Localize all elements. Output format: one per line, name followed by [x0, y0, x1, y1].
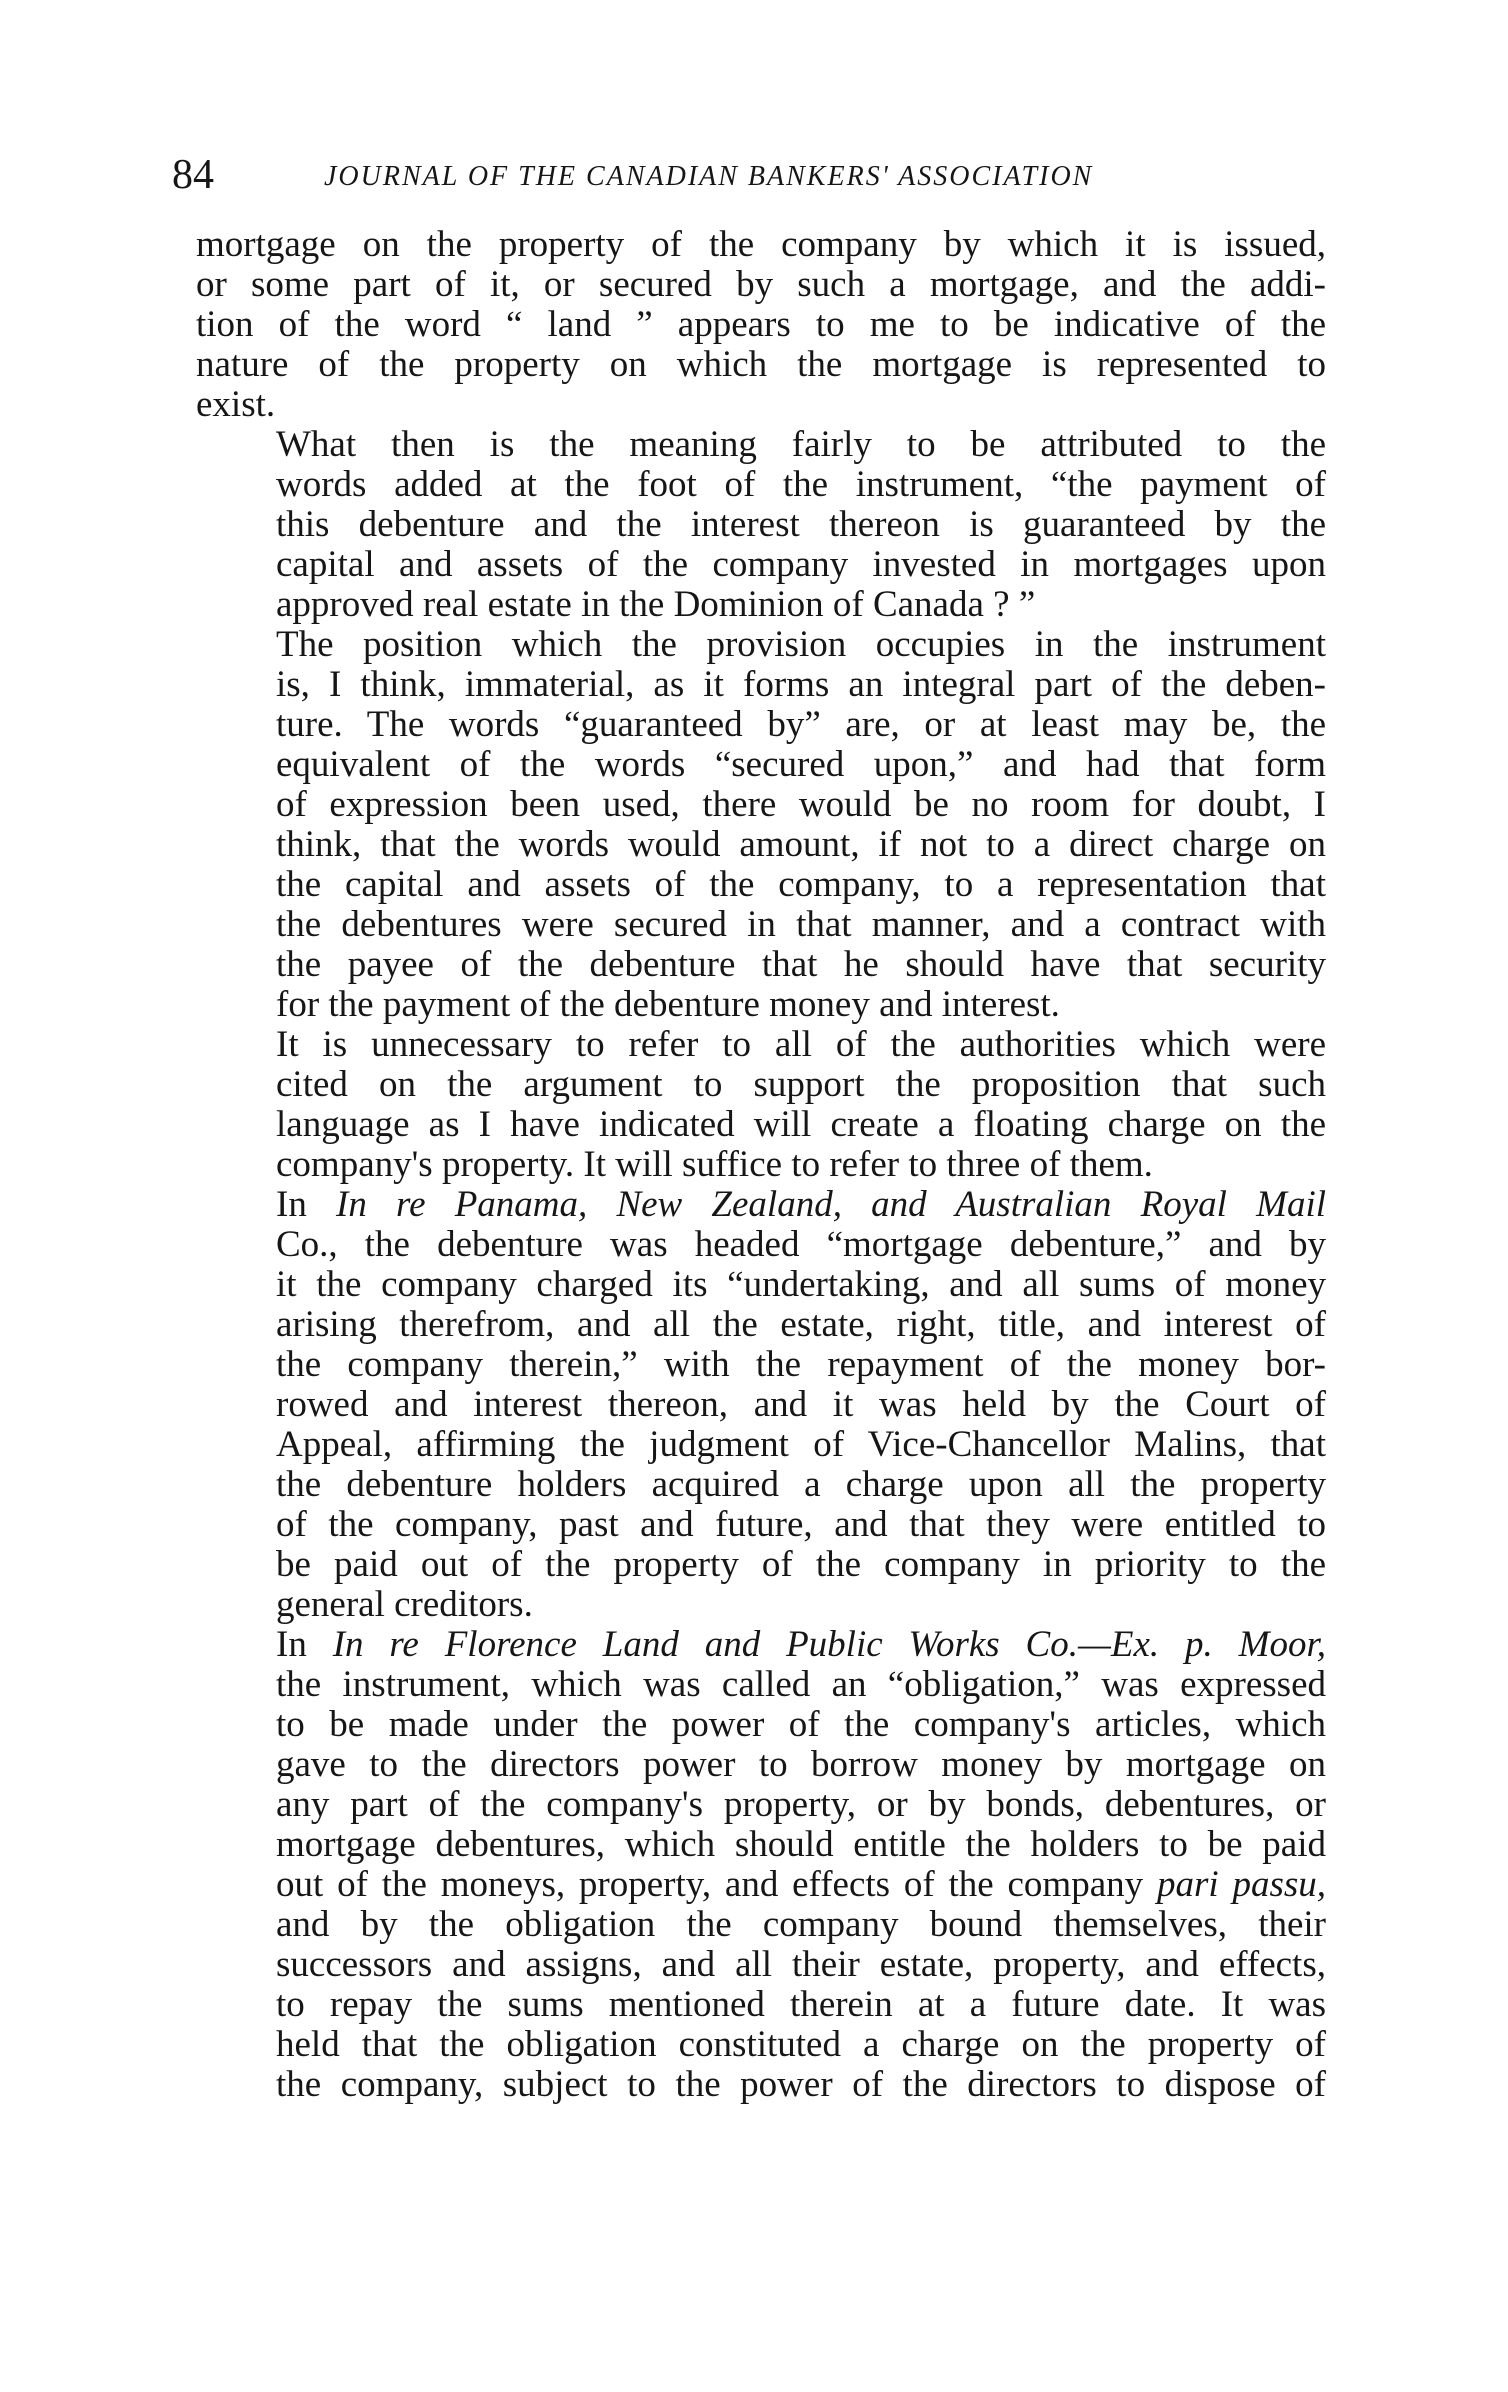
text-line: general creditors. — [276, 1584, 533, 1625]
text-line: mortgage debentures, which should entitle the holders to be paid — [276, 1824, 1326, 1865]
text-line: and by the obligation the company bound themselves, their — [276, 1904, 1326, 1945]
text-line: words added at the foot of the instrument, “the payment of — [276, 464, 1326, 505]
text-line: exist. — [196, 384, 276, 425]
text-line: be paid out of the property of the company in priority to the — [276, 1544, 1326, 1585]
text-line: think, that the words would amount, if not to a direct charge on — [276, 824, 1326, 865]
text-line: for the payment of the debenture money and interest. — [276, 984, 1060, 1025]
text-line: tion of the word “ land ” appears to me to be indicative of the — [196, 304, 1326, 345]
text-line: The position which the provision occupies in the instrument — [276, 624, 1326, 665]
text-line: cited on the argument to support the proposition that such — [276, 1064, 1326, 1105]
case-prefix: In — [276, 1184, 307, 1225]
text-line: arising therefrom, and all the estate, right, title, and interest of — [276, 1304, 1326, 1345]
text-line: capital and assets of the company invested in mortgages upon — [276, 544, 1326, 585]
case-name-italic: In re Florence Land and Public Works Co.—Ex. p. Moor, — [332, 1624, 1326, 1665]
text-line: successors and assigns, and all their estate, property, and effects, — [276, 1944, 1326, 1985]
paragraph-4 — [196, 1025, 1326, 1185]
text-line: the instrument, which was called an “obligation,” was expressed — [276, 1664, 1326, 1705]
text-line: mortgage on the property of the company by which it is issued, — [196, 224, 1326, 265]
paragraph-3 — [196, 625, 1326, 1025]
text-line: ture. The words “guaranteed by” are, or at least may be, the — [276, 704, 1326, 745]
text-line: Appeal, affirming the judgment of Vice-Chancellor Malins, that — [276, 1424, 1326, 1465]
text-line: approved real estate in the Dominion of Canada ? ” — [276, 584, 1036, 625]
text-line: company's property. It will suffice to refer to three of them. — [276, 1144, 1153, 1185]
paragraph-2 — [196, 425, 1326, 625]
text-line — [196, 1625, 1326, 1665]
text-line: the payee of the debenture that he should have that security — [276, 944, 1326, 985]
text-line: of the company, past and future, and that they were entitled to — [276, 1504, 1326, 1545]
case-name-italic: In re Panama, New Zealand, and Australian Royal Mail — [336, 1184, 1327, 1225]
page-number: 84 — [172, 152, 214, 198]
text-line: is, I think, immaterial, as it forms an integral part of the deben- — [276, 664, 1326, 705]
body-text — [196, 225, 1326, 2105]
text-line: equivalent of the words “secured upon,” and had that form — [276, 744, 1326, 785]
text-line: the debenture holders acquired a charge upon all the property — [276, 1464, 1326, 1505]
paragraph-5 — [196, 1185, 1326, 1625]
paragraph-1 — [196, 225, 1326, 425]
journal-title: JOURNAL OF THE CANADIAN BANKERS' ASSOCIATION — [324, 161, 1094, 192]
text-line: gave to the directors power to borrow money by mortgage on — [276, 1744, 1326, 1785]
text-line: What then is the meaning fairly to be attributed to the — [276, 424, 1326, 465]
text-line: It is unnecessary to refer to all of the authorities which were — [276, 1024, 1326, 1065]
text-line: it the company charged its “undertaking, and all sums of money — [276, 1264, 1326, 1305]
text-line: the company, subject to the power of the directors to dispose of — [276, 2064, 1326, 2105]
latin-phrase-italic: pari passu, — [1156, 1864, 1326, 1905]
text-segment: out of the moneys, property, and effects of the company — [276, 1864, 1144, 1905]
text-line: rowed and interest thereon, and it was held by the Court of — [276, 1384, 1326, 1425]
text-line: to be made under the power of the company's articles, which — [276, 1704, 1326, 1745]
text-line: or some part of it, or secured by such a mortgage, and the addi- — [196, 264, 1326, 305]
text-line: the company therein,” with the repayment of the money bor- — [276, 1344, 1326, 1385]
text-line — [196, 1185, 1326, 1225]
text-line — [196, 1865, 1326, 1905]
text-line: held that the obligation constituted a charge on the property of — [276, 2024, 1326, 2065]
paragraph-6 — [196, 1625, 1326, 2105]
running-head — [172, 145, 1332, 205]
text-line: this debenture and the interest thereon is guaranteed by the — [276, 504, 1326, 545]
text-line: any part of the company's property, or by bonds, debentures, or — [276, 1784, 1326, 1825]
text-line: the capital and assets of the company, to a representation that — [276, 864, 1326, 905]
text-line: to repay the sums mentioned therein at a future date. It was — [276, 1984, 1326, 2025]
text-line: of expression been used, there would be no room for doubt, I — [276, 784, 1326, 825]
text-line: nature of the property on which the mortgage is represented to — [196, 344, 1326, 385]
text-line: the debentures were secured in that manner, and a contract with — [276, 904, 1326, 945]
text-line: Co., the debenture was headed “mortgage debenture,” and by — [276, 1224, 1326, 1265]
text-line: language as I have indicated will create a floating charge on the — [276, 1104, 1326, 1145]
case-prefix: In — [276, 1624, 307, 1665]
